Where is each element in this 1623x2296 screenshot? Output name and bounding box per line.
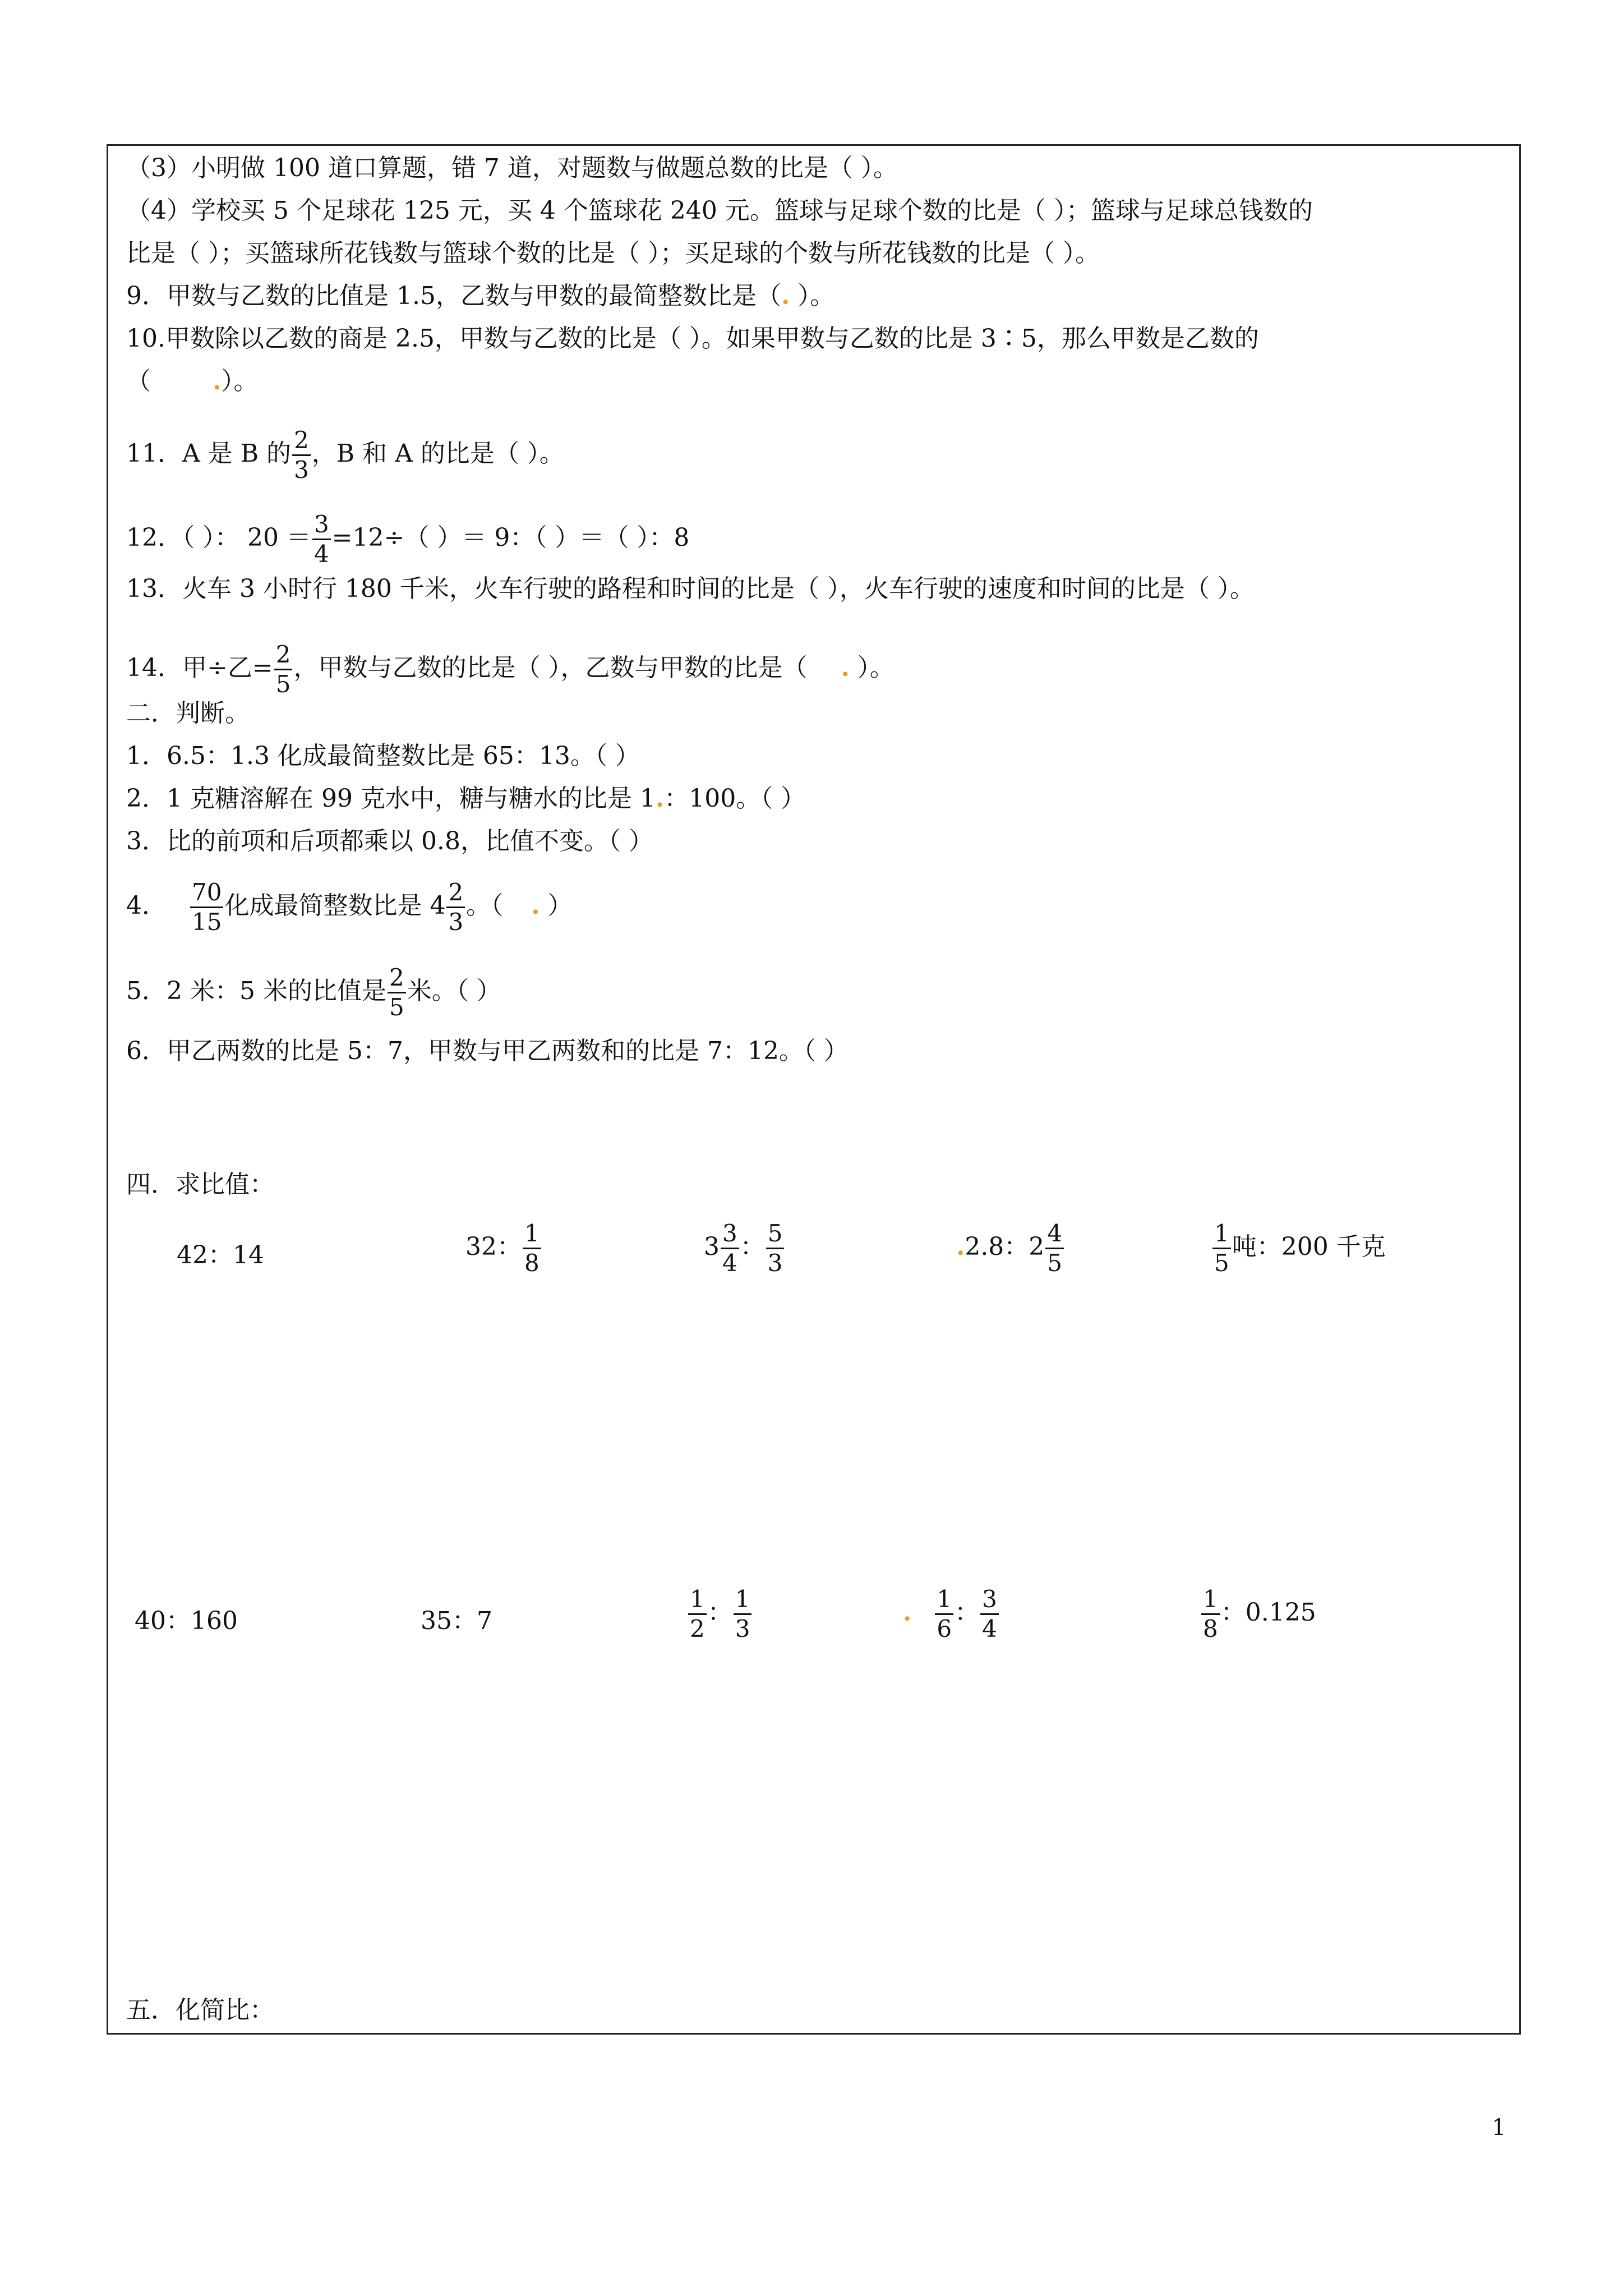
fraction-denominator: 3 (767, 1249, 783, 1277)
fraction-numerator: 1 (523, 1220, 541, 1249)
marker-dot: . (956, 1232, 965, 1261)
question-10-line-1: 10.甲数除以乙数的商是 2.5，甲数与乙数的比是（ ）。如果甲数与乙数的比是 3∶5，那么甲数是乙数的 (126, 324, 1259, 353)
fraction-denominator: 2 (690, 1615, 705, 1642)
question-10-open: （ (126, 367, 151, 395)
fraction-one-half (688, 1585, 707, 1643)
question-3: （3）小明做 100 道口算题，错 7 道，对题数与做题总数的比是（ ）。 (126, 154, 898, 182)
mixed-whole: 3 (704, 1232, 720, 1261)
fraction-denominator: 5 (275, 670, 291, 698)
question-11-text-b: ，B 和 A 的比是（ ）。 (311, 439, 564, 468)
ratio-32-one-eighth (465, 1220, 542, 1277)
fraction-denominator: 5 (1047, 1249, 1063, 1277)
ratio-42-14: 42：14 (177, 1241, 264, 1269)
ratio-40-160: 40：160 (135, 1607, 238, 1635)
question-12-text-b: =12÷（ ）＝ 9：（ ）＝（ ）：8 (331, 523, 690, 552)
fraction-numerator: 1 (1201, 1585, 1220, 1615)
judge-6: 6．甲乙两数的比是 5：7，甲数与甲乙两数和的比是 7：12。（ ） (126, 1037, 849, 1065)
fraction-denominator: 6 (937, 1615, 952, 1642)
fraction-five-thirds (766, 1220, 785, 1277)
ratio-sixth-three-quarters (903, 1585, 1000, 1643)
fraction-numerator: 5 (766, 1220, 785, 1249)
judge-4-text-b: 化成最简整数比是 4 (224, 891, 446, 920)
fraction-denominator: 3 (294, 456, 309, 484)
question-14-text-c: ）。 (849, 654, 895, 682)
ratio-half-third (687, 1585, 753, 1643)
judge-2-text-a: 2．1 克糖溶解在 99 克水中，糖与糖水的比是 1 (126, 784, 656, 813)
fraction-numerator: 2 (292, 426, 311, 456)
question-4-line-1: （4）学校买 5 个足球花 125 元，买 4 个篮球花 240 元。篮球与足球个数的比是（ ）；篮球与足球总钱数的 (126, 196, 1313, 225)
fraction-denominator: 4 (722, 1249, 737, 1277)
fraction-numerator: 1 (688, 1585, 707, 1615)
marker-dot: . (841, 654, 850, 682)
judge-3: 3．比的前项和后项都乘以 0.8，比值不变。（ ） (126, 827, 653, 855)
ratio-colon: ： (707, 1598, 732, 1627)
judge-4-text-d: ） (540, 891, 573, 920)
fraction-denominator: 3 (448, 908, 464, 936)
ratio-one-fifth-ton (1211, 1220, 1386, 1277)
question-9-text: 9．甲数与乙数的比值是 1.5，乙数与甲数的最简整数比是（ (126, 282, 781, 310)
ratio-colon: ： (955, 1598, 980, 1627)
question-12 (126, 510, 689, 568)
section-5-title: 五．化简比： (126, 1996, 274, 2024)
fraction-denominator: 8 (524, 1249, 540, 1277)
fraction-seventy-fifteen (190, 878, 223, 936)
question-11-text-a: 11．A 是 B 的 (126, 439, 292, 468)
question-4-line-2: 比是（ ）；买篮球所花钱数与篮球个数的比是（ ）；买足球的个数与所花钱数的比是（ ）。 (126, 239, 1100, 268)
fraction-three-quarters (312, 510, 331, 568)
judge-5 (126, 964, 501, 1022)
judge-4-text-a: 4． (126, 891, 167, 920)
fraction-denominator: 4 (313, 540, 329, 568)
judge-1: 1．6.5：1.3 化成最简整数比是 65：13。（ ） (126, 742, 640, 770)
ratio-eighth-0125 (1200, 1585, 1316, 1643)
question-13: 13．火车 3 小时行 180 千米，火车行驶的路程和时间的比是（ ），火车行驶的速度和时间的比是（ ）。 (126, 574, 1255, 603)
fraction-two-fifths (388, 964, 406, 1022)
question-14 (126, 641, 895, 698)
judge-5-text-b: 米。（ ） (407, 977, 501, 1005)
question-14-text-b: ，甲数与乙数的比是（ ），乙数与甲数的比是（ (293, 654, 808, 682)
fraction-numerator: 1 (734, 1585, 752, 1615)
judge-5-text-a: 5．2 米：5 米的比值是 (126, 977, 386, 1005)
fraction-numerator: 2 (446, 878, 465, 908)
question-10-line-2 (126, 366, 258, 397)
fraction-numerator: 3 (721, 1220, 739, 1249)
marker-dot: . (531, 891, 540, 920)
section-2-title: 二．判断。 (126, 699, 250, 728)
question-10-close: ）。 (221, 367, 259, 395)
question-12-text-a: 12．（ ）： 20 ＝ (126, 523, 311, 552)
marker-dot: . (903, 1598, 912, 1627)
judge-4-text-c: 。（ (466, 891, 504, 920)
fraction-one-sixth (935, 1585, 953, 1643)
question-9-tail: ）。 (790, 282, 835, 310)
fraction-denominator: 8 (1203, 1615, 1218, 1642)
ratio-text: 吨：200 千克 (1232, 1232, 1386, 1261)
fraction-numerator: 3 (980, 1585, 999, 1615)
fraction-numerator: 2 (274, 641, 293, 670)
fraction-one-third (734, 1585, 752, 1643)
judge-2 (126, 783, 805, 815)
marker-dot: . (655, 784, 665, 813)
fraction-numerator: 1 (935, 1585, 953, 1615)
ratio-text: 2.8：2 (965, 1232, 1045, 1261)
fraction-two-thirds (292, 426, 311, 484)
fraction-four-fifths (1045, 1220, 1064, 1277)
fraction-three-quarters (980, 1585, 999, 1643)
ratio-35-7: 35：7 (421, 1607, 492, 1635)
fraction-two-thirds (446, 878, 465, 936)
judge-2-text-b: ：100。（ ） (664, 784, 806, 813)
fraction-one-fifth (1212, 1220, 1231, 1277)
fraction-denominator: 4 (982, 1615, 997, 1642)
ratio-colon: ： (1220, 1598, 1246, 1627)
fraction-denominator: 15 (192, 908, 222, 936)
question-9 (126, 280, 834, 312)
judge-4 (126, 878, 573, 936)
ratio-text: 0.125 (1245, 1598, 1316, 1627)
fraction-numerator: 4 (1045, 1220, 1064, 1249)
fraction-one-eighth (523, 1220, 541, 1277)
fraction-denominator: 5 (1214, 1249, 1229, 1277)
fraction-denominator: 3 (735, 1615, 750, 1642)
marker-dot: . (213, 367, 222, 395)
section-4-title: 四．求比值： (126, 1170, 274, 1199)
fraction-numerator: 2 (388, 964, 406, 993)
question-14-text-a: 14．甲÷乙= (126, 654, 273, 682)
page-number: 1 (1492, 2115, 1506, 2141)
question-11 (126, 426, 564, 484)
fraction-two-fifths (274, 641, 293, 698)
fraction-numerator: 3 (312, 510, 331, 540)
fraction-one-eighth (1201, 1585, 1220, 1643)
ratio-2-8 (956, 1220, 1065, 1277)
fraction-three-quarters (721, 1220, 739, 1277)
fraction-denominator: 5 (389, 993, 404, 1021)
ratio-mixed-three (704, 1220, 785, 1277)
ratio-colon: ： (740, 1232, 765, 1261)
marker-dot: . (781, 282, 790, 310)
fraction-numerator: 70 (190, 878, 223, 908)
ratio-text: 32： (465, 1232, 522, 1261)
fraction-numerator: 1 (1212, 1220, 1231, 1249)
